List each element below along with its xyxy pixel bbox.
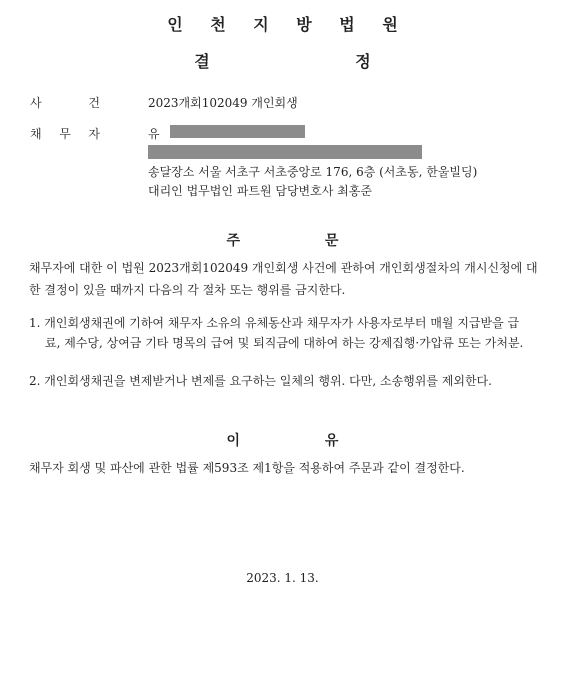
order-item-1: 1. 개인회생채권에 기하여 채무자 소유의 유체동산과 채무자가 사용자로부터 매월 지급받을 급료, 제수당, 상여금 기타 명목의 급여 및 퇴직금에 대하여 하는 강제집행·가압류 또는 가처분.: [29, 316, 524, 350]
order-heading: 주 문: [226, 233, 379, 249]
case-label: [30, 94, 100, 111]
redacted-debtor-name: [170, 125, 305, 138]
document-type-title: 결 정: [194, 52, 441, 71]
order-intro-paragraph: 채무자에 대한 이 법원 2023개회102049 개인회생 사건에 관하여 개인회생절차의 개시신청에 대한 결정이 있을 때까지 다음의 각 절차 또는 행위를 금지한다.: [29, 261, 538, 297]
case-label-char: 사: [30, 96, 42, 110]
decision-date: 2023. 1. 13.: [246, 571, 319, 585]
debtor-label-char: 무: [59, 127, 71, 141]
order-item-2: 2. 개인회생채권을 변제받거나 변제를 요구하는 일체의 행위. 다만, 소송행위를 제외한다.: [29, 374, 492, 388]
reason-paragraph: 채무자 회생 및 파산에 관한 법률 제593조 제1항을 적용하여 주문과 같이 결정한다.: [29, 461, 465, 475]
service-address: 송달장소 서울 서초구 서초중앙로 176, 6층 (서초동, 한울빌딩): [148, 165, 478, 179]
debtor-label: [30, 125, 100, 142]
debtor-label-char: 채: [30, 127, 42, 141]
court-name: 인 천 지 방 법 원: [167, 15, 409, 34]
redacted-debtor-address: [148, 145, 422, 159]
reason-heading: 이 유: [226, 433, 379, 449]
case-label-char: 건: [88, 96, 100, 110]
debtor-label-char: 자: [88, 127, 100, 141]
debtor-name-prefix: 유: [148, 127, 160, 141]
case-number: 2023개회102049 개인회생: [148, 96, 298, 110]
legal-representative: 대리인 법무법인 파트원 담당변호사 최홍준: [148, 184, 372, 198]
